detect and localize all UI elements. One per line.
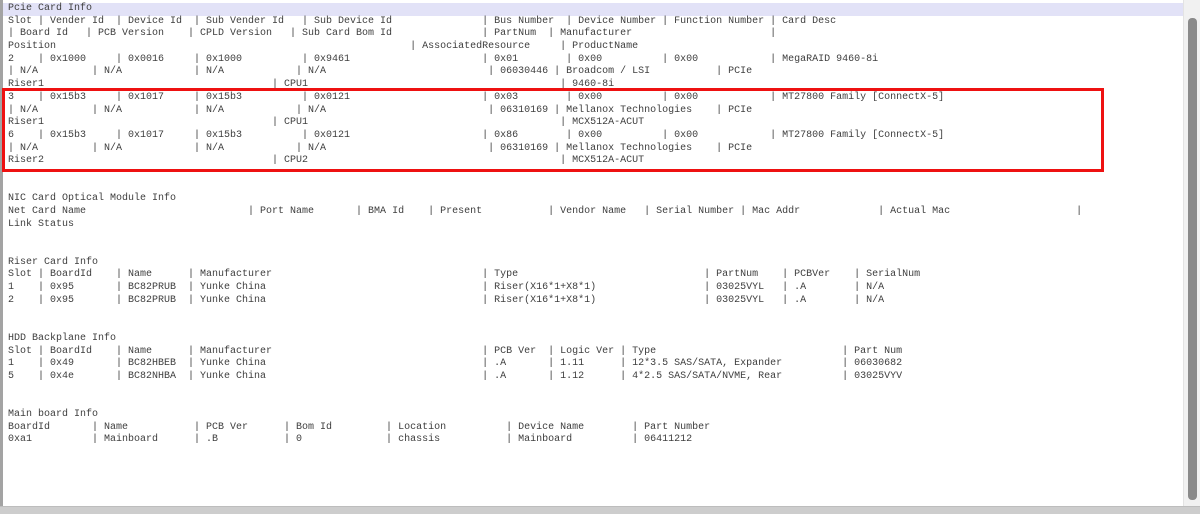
riser-card-info-title: Riser Card Info bbox=[8, 256, 99, 268]
main-board-info bbox=[3, 409, 1183, 447]
console-line: | N/A | N/A | N/A | N/A | 06310169 | Mellanox Technologies | PCIe bbox=[8, 142, 753, 154]
console-line: Riser2 | CPU2 | MCX512A-ACUT bbox=[8, 155, 645, 167]
console-line: 2 | 0x95 | BC82PRUB | Yunke China | Riser(X16*1+X8*1) | 03025VYL | .A | N/A bbox=[8, 294, 885, 306]
window-bottom-edge bbox=[0, 506, 1200, 514]
scrollbar-track[interactable] bbox=[1183, 0, 1200, 506]
console-line: 5 | 0x4e | BC82NHBA | Yunke China | .A | 1.12 | 4*2.5 SAS/SATA/NVME, Rear | 03025VYV bbox=[8, 370, 903, 382]
hdd-backplane-info-title: HDD Backplane Info bbox=[8, 332, 117, 344]
console-line: Riser1 | CPU1 | 9460-8i bbox=[8, 79, 615, 91]
console-line: Net Card Name | Port Name | BMA Id | Present | Vendor Name | Serial Number | Mac Addr | Actual Mac | bbox=[8, 206, 1083, 218]
console-line: BoardId | Name | PCB Ver | Bom Id | Location | Device Name | Part Number bbox=[8, 421, 711, 433]
console-line: Slot | BoardId | Name | Manufacturer | Type | PartNum | PCBVer | SerialNum bbox=[8, 269, 921, 281]
console-line: 0xa1 | Mainboard | .B | 0 | chassis | Mainboard | 06411212 bbox=[8, 434, 693, 446]
console-line: 1 | 0x49 | BC82HBEB | Yunke China | .A | 1.11 | 12*3.5 SAS/SATA, Expander | 06030682 bbox=[8, 358, 903, 370]
console-line: 2 | 0x1000 | 0x0016 | 0x1000 | 0x9461 | 0x01 | 0x00 | 0x00 | MegaRAID 9460-8i bbox=[8, 53, 879, 65]
console-line: 1 | 0x95 | BC82PRUB | Yunke China | Riser(X16*1+X8*1) | 03025VYL | .A | N/A bbox=[8, 282, 885, 294]
riser-card-info bbox=[3, 257, 1183, 308]
pcie-card-info-title: Pcie Card Info bbox=[3, 3, 1183, 16]
nic-card-optical-module-info-title: NIC Card Optical Module Info bbox=[8, 193, 177, 205]
console-line: Slot | BoardId | Name | Manufacturer | PCB Ver | Logic Ver | Type | Part Num bbox=[8, 345, 903, 357]
scrollbar-thumb[interactable] bbox=[1188, 18, 1197, 500]
console-line: | N/A | N/A | N/A | N/A | 06310169 | Mellanox Technologies | PCIe bbox=[8, 104, 753, 116]
console-line: Position | AssociatedResource | ProductName bbox=[8, 41, 639, 53]
pcie-card-info bbox=[3, 3, 1183, 168]
console-output[interactable] bbox=[3, 3, 1183, 473]
console-line: Link Status bbox=[8, 218, 75, 230]
main-board-info-title: Main board Info bbox=[8, 409, 99, 421]
console-line: Slot | Vender Id | Device Id | Sub Vender Id | Sub Device Id | Bus Number | Device Number | Function Number | Card Desc bbox=[8, 15, 837, 27]
hdd-backplane-info bbox=[3, 333, 1183, 384]
nic-card-optical-module-info bbox=[3, 193, 1183, 231]
console-line: Riser1 | CPU1 | MCX512A-ACUT bbox=[8, 117, 645, 129]
console-line: | N/A | N/A | N/A | N/A | 06030446 | Broadcom / LSI | PCIe bbox=[8, 66, 753, 78]
console-line: | Board Id | PCB Version | CPLD Version | Sub Card Bom Id | PartNum | Manufacturer | bbox=[8, 28, 777, 40]
console-line: 6 | 0x15b3 | 0x1017 | 0x15b3 | 0x0121 | 0x86 | 0x00 | 0x00 | MT27800 Family [ConnectX-5] bbox=[8, 129, 945, 141]
console-line: 3 | 0x15b3 | 0x1017 | 0x15b3 | 0x0121 | 0x03 | 0x00 | 0x00 | MT27800 Family [ConnectX-5] bbox=[8, 91, 945, 103]
